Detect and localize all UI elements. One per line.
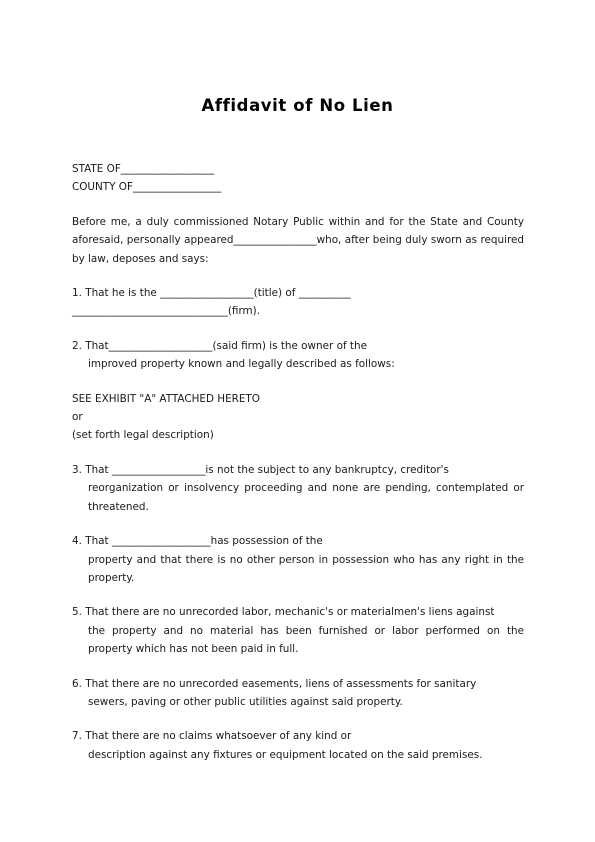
item-7-line-1: 7. That there are no claims whatsoever of any kind or <box>72 730 352 743</box>
intro-paragraph: Before me, a duly commissioned Notary Public within and for the State and County aforesaid, personally appeared________________who, after being duly sworn as required by law, deposes and says: <box>72 215 524 265</box>
item-6-line-1: 6. That there are no unrecorded easements, liens of assessments for sanitary <box>72 677 477 690</box>
item-4-line-1: 4. That ___________________has possession of the <box>72 535 323 548</box>
item-4-continuation: property and that there is no other person in possession who has any right in the property. <box>88 553 524 584</box>
item-1-line-1: 1. That he is the __________________(title) of __________ <box>72 287 351 300</box>
item-6-line-2: sewers, paving or other public utilities against said property. <box>88 695 403 708</box>
item-2-line-1: 2. That____________________(said firm) is the owner of the <box>72 339 367 352</box>
item-3-first-line: 3. That __________________is not the subject to any bankruptcy, creditor's <box>72 463 449 476</box>
county-line: COUNTY OF_________________ <box>72 181 222 194</box>
item-5-first-line: 5. That there are no unrecorded labor, mechanic's or materialmen's liens against <box>72 606 495 619</box>
item-7-line-2: description against any fixtures or equipment located on the said premises. <box>88 748 483 761</box>
document-body <box>72 160 524 764</box>
item-3-continuation: reorganization or insolvency proceeding and none are pending, contemplated or threatened. <box>88 482 524 513</box>
document-title: Affidavit of No Lien <box>201 96 394 115</box>
state-line: STATE OF__________________ <box>72 163 215 175</box>
item-5-continuation: the property and no material has been furnished or labor performed on the property which has not been paid in full. <box>88 624 524 656</box>
exhibit-or: or <box>72 411 83 424</box>
item-2-line-2: improved property known and legally described as follows: <box>88 358 395 371</box>
exhibit-legal-description: (set forth legal description) <box>72 429 214 442</box>
item-1-line-2: ______________________________(firm). <box>72 305 261 318</box>
exhibit-line: SEE EXHIBIT "A" ATTACHED HERETO <box>72 392 260 405</box>
